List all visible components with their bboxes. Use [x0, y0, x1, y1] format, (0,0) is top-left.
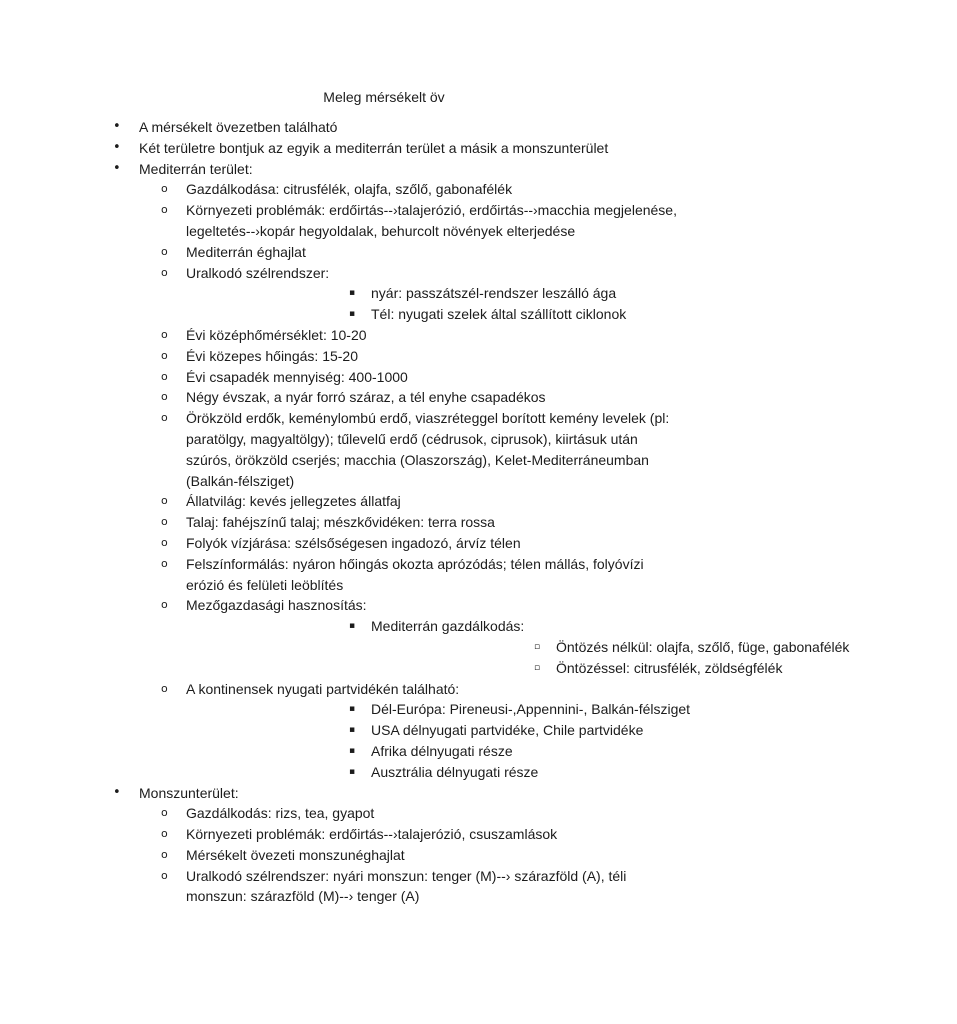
- bullet-marker-icon: o: [161, 556, 168, 570]
- bullet-marker-icon: o: [161, 348, 168, 362]
- list-item-text: Környezeti problémák: erdőirtás--›talajerózió, erdőirtás--›macchia megjelenése, legeltetés--›kopár hegyoldalak, behurcolt növények elterjedése: [186, 202, 677, 239]
- list-item-text: Két területre bontjuk az egyik a mediterrán terület a másik a monszunterület: [139, 139, 609, 156]
- list-item: [325, 283, 818, 304]
- bullet-marker-icon: ▪: [349, 288, 356, 299]
- list-item-text: Évi közepes hőingás: 15-20: [186, 347, 358, 364]
- bullet-marker-icon: o: [161, 411, 168, 425]
- list-item-text: nyár: passzátszél-rendszer leszálló ága: [371, 285, 617, 302]
- list-item-text: Mediterrán terület:: [139, 160, 253, 177]
- list-item: [0, 783, 679, 908]
- list-item: [139, 845, 679, 866]
- bullet-marker-icon: o: [161, 265, 168, 279]
- list-item: [139, 325, 679, 346]
- bullet-marker-icon: ▪: [349, 766, 356, 777]
- list-item: [139, 263, 679, 325]
- bullet-marker-icon: •: [113, 139, 121, 155]
- list-item: [139, 512, 679, 533]
- list-item: [139, 824, 679, 845]
- bullet-marker-icon: o: [161, 244, 168, 258]
- list-item: [139, 679, 691, 783]
- list-item-text: Talaj: fahéjszínű talaj; mészkővidéken: terra rossa: [186, 514, 495, 531]
- bullet-marker-icon: o: [161, 494, 168, 508]
- bullet-marker-icon: ▪: [349, 621, 356, 632]
- list-item: [325, 616, 850, 678]
- bullet-marker-icon: o: [161, 681, 168, 695]
- list-item-text: A mérsékelt övezetben található: [139, 119, 338, 135]
- bullet-list-level-4: [371, 637, 850, 679]
- list-item-text: Mediterrán éghajlat: [186, 243, 306, 260]
- list-item-text: Folyók vízjárása: szélsőségesen ingadozó, árvíz télen: [186, 534, 521, 551]
- list-item: [139, 595, 850, 678]
- list-item-text: Gazdálkodás: rizs, tea, gyapot: [186, 805, 375, 822]
- list-item: [325, 720, 818, 741]
- list-item-text: Mediterrán gazdálkodás:: [371, 618, 525, 635]
- bullet-list-level-2: [139, 803, 679, 907]
- list-item-text: Tél: nyugati szelek által szállított ciklonok: [371, 306, 627, 323]
- bullet-marker-icon: o: [161, 806, 168, 820]
- list-item-text: Évi csapadék mennyiség: 400-1000: [186, 368, 408, 385]
- list-item: [0, 117, 679, 138]
- list-item: [139, 554, 679, 596]
- bullet-marker-icon: o: [161, 868, 168, 882]
- list-item-text: Környezeti problémák: erdőirtás--›talajerózió, csuszamlások: [186, 826, 558, 843]
- bullet-marker-icon: o: [161, 598, 168, 612]
- bullet-marker-icon: •: [113, 119, 121, 134]
- list-item-text: Afrika délnyugati része: [371, 742, 513, 759]
- list-item: [325, 762, 818, 783]
- bullet-list-level-2: [139, 179, 850, 782]
- list-item: [139, 200, 679, 242]
- list-item: [139, 387, 679, 408]
- bullet-marker-icon: •: [113, 160, 121, 176]
- bullet-list-level-1: [0, 117, 850, 907]
- list-item: [139, 866, 679, 908]
- list-item: [139, 242, 679, 263]
- list-item: [139, 533, 679, 554]
- list-item: [139, 346, 679, 367]
- bullet-marker-icon: o: [161, 203, 168, 217]
- bullet-marker-icon: o: [161, 369, 168, 383]
- list-item-text: Állatvilág: kevés jellegzetes állatfaj: [186, 493, 401, 510]
- bullet-marker-icon: ▪: [349, 725, 356, 736]
- bullet-list-level-3: [186, 699, 691, 782]
- list-item-text: Öntözés nélkül: olajfa, szőlő, füge, gabonafélék: [556, 638, 850, 655]
- list-item-text: Felszínformálás: nyáron hőingás okozta aprózódás; télen mállás, folyóvízi erózió és felületi leöblítés: [186, 555, 644, 593]
- list-item: [325, 304, 818, 325]
- list-item-text: Uralkodó szélrendszer: nyári monszun: tenger (M)--› szárazföld (A), téli monszun: szárazföld (M)--› tenger (A): [186, 867, 627, 905]
- list-item-text: Öntözéssel: citrusfélék, zöldségfélék: [556, 659, 783, 676]
- document-title: Meleg mérsékelt öv: [323, 89, 445, 105]
- bullet-marker-icon: o: [161, 847, 168, 861]
- list-item-text: Monszunterület:: [139, 784, 239, 801]
- bullet-list-level-3: [186, 616, 850, 678]
- list-item: [325, 741, 818, 762]
- bullet-marker-icon: •: [113, 784, 121, 800]
- list-item-text: Gazdálkodása: citrusfélék, olajfa, szőlő, gabonafélék: [186, 181, 513, 198]
- list-item-text: Ausztrália délnyugati része: [371, 763, 539, 780]
- list-item: [139, 491, 679, 512]
- bullet-marker-icon: o: [161, 182, 168, 196]
- list-item: [139, 367, 679, 388]
- list-item: [0, 159, 850, 783]
- bullet-list-level-3: [186, 283, 679, 325]
- bullet-marker-icon: o: [161, 827, 168, 841]
- list-item-text: A kontinensek nyugati partvidékén található:: [186, 680, 460, 697]
- bullet-marker-icon: ▪: [349, 704, 356, 715]
- bullet-marker-icon: o: [161, 535, 168, 549]
- list-item: [139, 179, 679, 200]
- bullet-marker-icon: ▫: [534, 641, 541, 652]
- list-item-text: Dél-Európa: Pireneusi-,Appennini-, Balkán-félsziget: [371, 701, 691, 718]
- list-item-text: Mezőgazdasági hasznosítás:: [186, 597, 367, 614]
- document-body: [0, 117, 850, 907]
- list-item: [325, 699, 818, 720]
- bullet-marker-icon: o: [161, 390, 168, 404]
- bullet-marker-icon: o: [161, 327, 168, 341]
- bullet-marker-icon: ▪: [349, 745, 356, 756]
- list-item: [0, 138, 679, 159]
- list-item-text: Mérsékelt övezeti monszunéghajlat: [186, 846, 405, 863]
- list-item: [139, 408, 679, 491]
- list-item-text: Évi középhőmérséklet: 10-20: [186, 326, 367, 343]
- bullet-marker-icon: ▪: [349, 309, 356, 320]
- list-item-text: Örökzöld erdők, keménylombú erdő, viaszréteggel borított kemény levelek (pl: paratölgy, magyaltölgy); tűlevelű erdő (cédrusok, ciprusok), kiirtásuk után szúrós, örökzöld cserjés; macchia (Olaszország), Kelet-Mediterráneumban (Balkán-félsziget): [186, 410, 670, 489]
- list-item-text: Négy évszak, a nyár forró száraz, a tél enyhe csapadékos: [186, 389, 546, 406]
- list-item: [510, 658, 957, 679]
- list-item-text: Uralkodó szélrendszer:: [186, 264, 330, 281]
- bullet-marker-icon: o: [161, 515, 168, 529]
- list-item: [510, 637, 957, 658]
- bullet-marker-icon: ▫: [534, 662, 541, 673]
- list-item: [139, 803, 679, 824]
- list-item-text: USA délnyugati partvidéke, Chile partvidéke: [371, 722, 644, 739]
